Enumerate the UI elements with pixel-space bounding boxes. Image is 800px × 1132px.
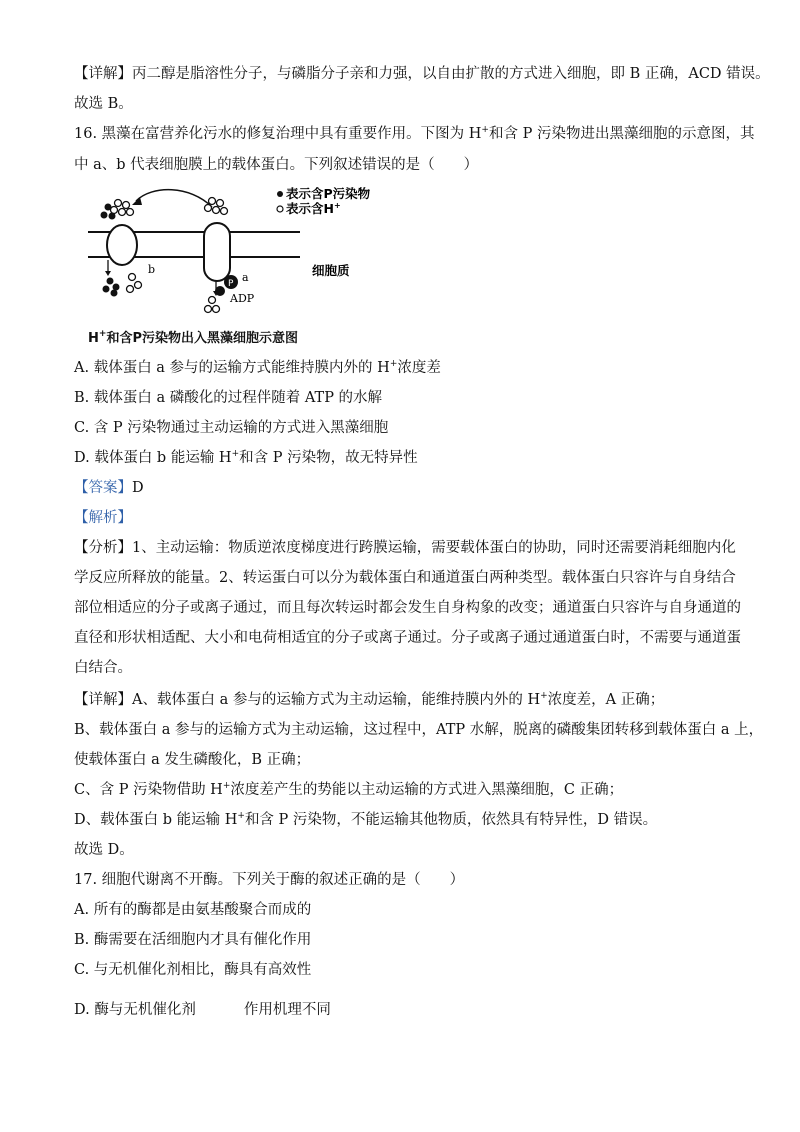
q17-option-a: A. 所有的酶都是由氨基酸聚合而成的 — [74, 902, 312, 918]
q16-option-b: B. 载体蛋白 a 磷酸化的过程伴随着 ATP 的水解 — [74, 390, 383, 406]
q17-option-c: C. 与无机催化剂相比，酶具有高效性 — [74, 962, 312, 978]
analysis-line-3: 部位相适应的分子或离子通过，而且每次转运时都会发生自身构象的改变；通道蛋白只容许与自身通道的 — [74, 600, 741, 616]
analysis-line-2: 学反应所释放的能量。2、转运蛋白可以分为载体蛋白和通道蛋白两种类型。载体蛋白只容许与自身结合 — [74, 570, 736, 586]
detail-line-2: B、载体蛋白 a 参与的运输方式为主动运输，这过程中，ATP 水解，脱离的磷酸集团转移到载体蛋白 a 上， — [74, 722, 764, 738]
q16-option-c: C. 含 P 污染物通过主动运输的方式进入黑藻细胞 — [74, 420, 389, 436]
svg-text:细胞质: 细胞质 — [312, 263, 350, 278]
analysis-line-4: 直径和形状相适配、大小和电荷相适宜的分子或离子通过。分子或离子通过通道蛋白时，不需要与通道蛋 — [74, 630, 741, 646]
q17-stem: 17. 细胞代谢离不开酶。下列关于酶的叙述正确的是（ ） — [74, 872, 465, 888]
q16-stem-1: 16. 黑藻在富营养化污水的修复治理中具有重要作用。下图为 H+和含 P 污染物进出黑藻细胞的示意图，其 — [74, 125, 755, 142]
detail-line-1: 【详解】A、载体蛋白 a 参与的运输方式为主动运输，能维持膜内外的 H+浓度差，A 正确； — [74, 691, 665, 708]
q15-select: 故选 B。 — [74, 96, 133, 112]
svg-text:P: P — [228, 279, 234, 289]
q15-detail-line: 【详解】丙二醇是脂溶性分子，与磷脂分子亲和力强，以自由扩散的方式进入细胞，即 B 正确，ACD 错误。 — [74, 66, 770, 82]
detail-line-3: 使载体蛋白 a 发生磷酸化，B 正确； — [74, 752, 311, 768]
analysis-tag: 【解析】 — [74, 510, 132, 526]
svg-text:表示含P污染物: 表示含P污染物 — [286, 186, 371, 201]
svg-text:表示含H+: 表示含H+ — [286, 201, 341, 216]
q16-option-a: A. 载体蛋白 a 参与的运输方式能维持膜内外的 H+浓度差 — [74, 359, 441, 376]
q16-stem-2: 中 a、b 代表细胞膜上的载体蛋白。下列叙述错误的是（ ） — [74, 157, 479, 173]
analysis-line-5: 白结合。 — [74, 660, 132, 676]
diagram-caption: H+和含P污染物出入黑藻细胞示意图 — [88, 329, 298, 346]
detail-line-4: C、含 P 污染物借助 H+浓度差产生的势能以主动运输的方式进入黑藻细胞，C 正确； — [74, 781, 624, 798]
q17-option-b: B. 酶需要在活细胞内才具有催化作用 — [74, 932, 312, 948]
q16-answer: 【答案】D — [74, 480, 144, 496]
analysis-line-1: 【分析】1、主动运输：物质逆浓度梯度进行跨膜运输，需要载体蛋白的协助，同时还需要消耗细胞内化 — [74, 540, 736, 556]
svg-text:ADP: ADP — [230, 292, 255, 305]
transport-diagram — [80, 185, 410, 335]
answer-tag: 【答案】 — [74, 480, 132, 496]
detail-line-5: D、载体蛋白 b 能运输 H+和含 P 污染物，不能运输其他物质，依然具有特异性，D 错误。 — [74, 811, 658, 828]
svg-text:a: a — [242, 271, 249, 284]
q16-option-d: D. 载体蛋白 b 能运输 H+和含 P 污染物，故无特异性 — [74, 449, 418, 466]
q16-select: 故选 D。 — [74, 842, 134, 858]
detail-tag: 【详解】 — [74, 66, 132, 82]
carrier-b — [107, 225, 137, 265]
svg-text:b: b — [148, 263, 156, 276]
q17-option-d: D. 酶与无机催化剂 作用机理不同 — [74, 1002, 331, 1018]
carrier-a — [204, 223, 230, 281]
